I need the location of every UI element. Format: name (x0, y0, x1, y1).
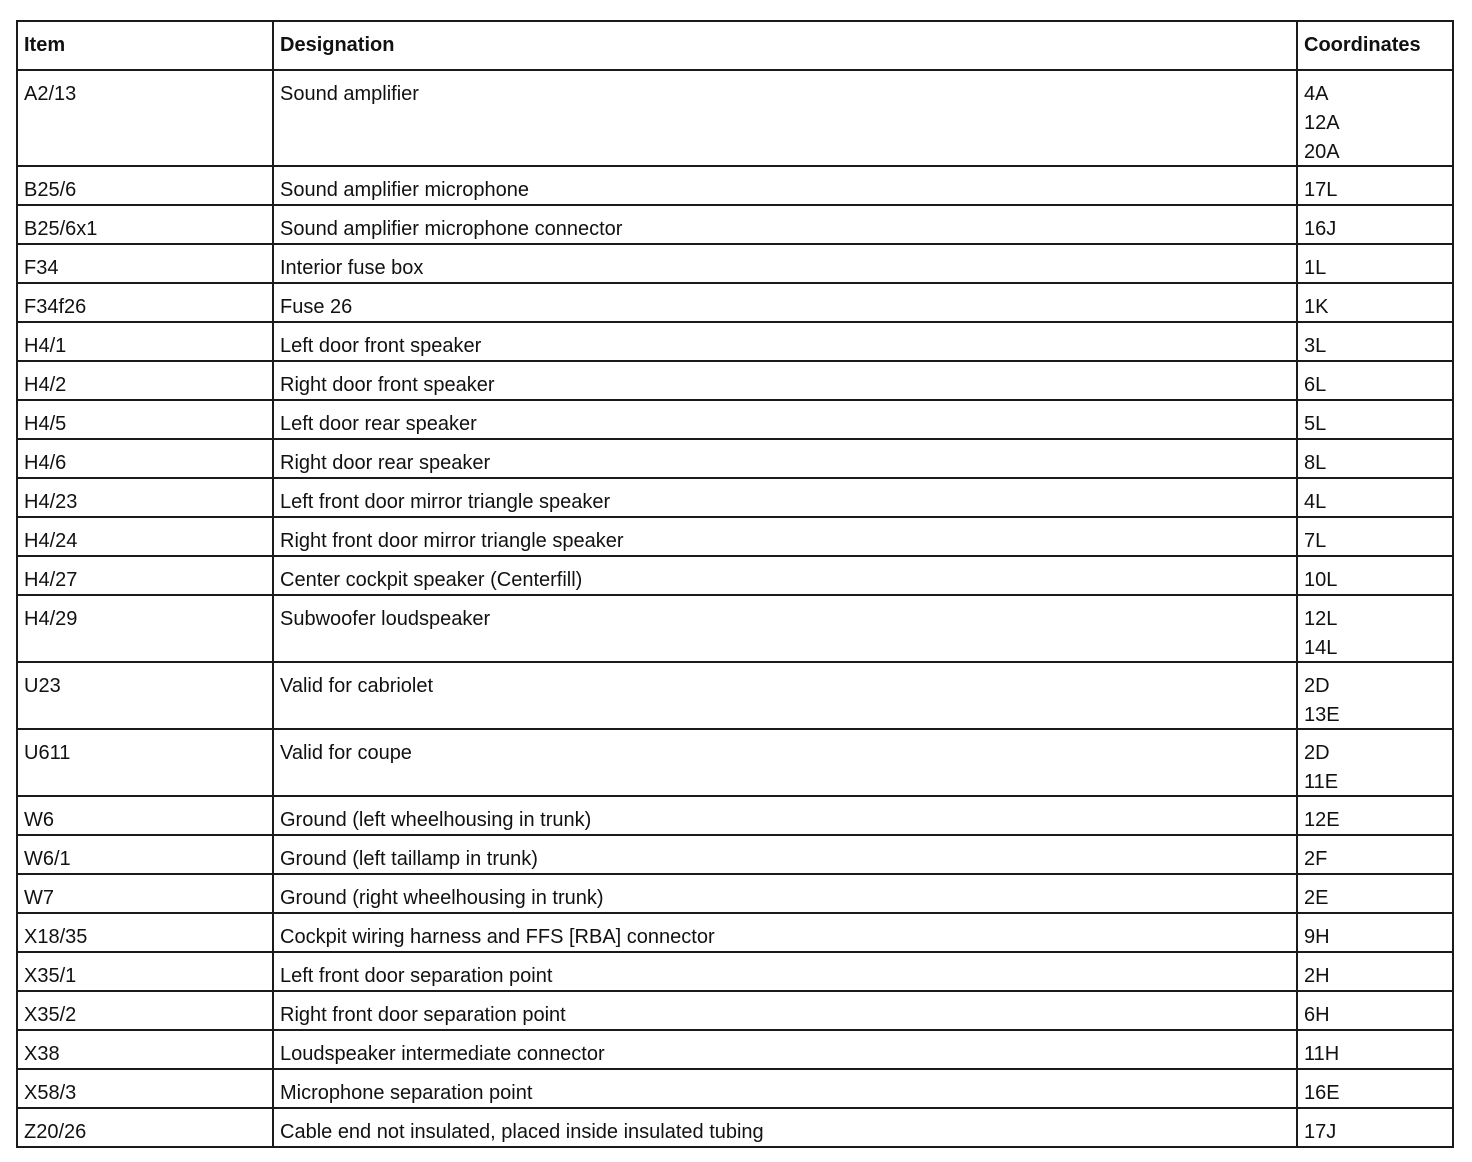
item-cell: Z20/26 (17, 1108, 273, 1147)
table-row (17, 913, 1453, 952)
coordinates-cell (1297, 400, 1453, 439)
table-row (17, 662, 1453, 729)
item-cell: B25/6 (17, 166, 273, 205)
header-row (17, 21, 1453, 70)
coordinates-cell (1297, 913, 1453, 952)
item-cell: W6/1 (17, 835, 273, 874)
table-row (17, 874, 1453, 913)
item-cell: H4/1 (17, 322, 273, 361)
item-cell: X58/3 (17, 1069, 273, 1108)
item-cell: W7 (17, 874, 273, 913)
table-row (17, 796, 1453, 835)
designation-cell: Left front door mirror triangle speaker (273, 478, 1297, 517)
coordinate-value: 17J (1304, 1121, 1337, 1143)
coordinates-cell (1297, 991, 1453, 1030)
designation-cell: Microphone separation point (273, 1069, 1297, 1108)
table-row (17, 952, 1453, 991)
coordinate-value: 12A (1304, 112, 1340, 134)
table-row (17, 991, 1453, 1030)
table-row (17, 729, 1453, 796)
coordinate-value: 20A (1304, 141, 1340, 163)
coordinates-cell (1297, 166, 1453, 205)
coordinates-cell (1297, 662, 1453, 729)
item-cell: H4/6 (17, 439, 273, 478)
table-row (17, 517, 1453, 556)
coordinates-cell (1297, 205, 1453, 244)
coordinates-cell (1297, 244, 1453, 283)
designation-cell: Interior fuse box (273, 244, 1297, 283)
coordinate-value: 9H (1304, 926, 1330, 948)
table-row (17, 283, 1453, 322)
designation-cell: Left door front speaker (273, 322, 1297, 361)
coordinate-value: 7L (1304, 530, 1327, 552)
table-row (17, 595, 1453, 662)
coordinates-cell (1297, 478, 1453, 517)
coordinates-cell (1297, 322, 1453, 361)
item-cell: H4/24 (17, 517, 273, 556)
coordinates-cell (1297, 1108, 1453, 1147)
item-cell: F34 (17, 244, 273, 283)
table-row (17, 244, 1453, 283)
item-cell: H4/29 (17, 595, 273, 662)
designation-cell: Ground (left wheelhousing in trunk) (273, 796, 1297, 835)
coordinate-value: 1L (1304, 257, 1327, 279)
coordinates-cell (1297, 1030, 1453, 1069)
designation-cell: Sound amplifier (273, 70, 1297, 166)
item-cell: U23 (17, 662, 273, 729)
table-row (17, 835, 1453, 874)
coordinate-value: 3L (1304, 335, 1327, 357)
item-cell: W6 (17, 796, 273, 835)
designation-cell: Sound amplifier microphone (273, 166, 1297, 205)
coordinate-value: 4L (1304, 491, 1327, 513)
coordinates-cell (1297, 595, 1453, 662)
designation-cell: Ground (right wheelhousing in trunk) (273, 874, 1297, 913)
coordinate-value: 10L (1304, 569, 1338, 591)
coordinate-value: 14L (1304, 637, 1338, 659)
coordinate-value: 11E (1304, 771, 1339, 793)
coordinate-value: 2F (1304, 848, 1328, 870)
coordinate-value: 12E (1304, 809, 1340, 831)
item-cell: F34f26 (17, 283, 273, 322)
designation-cell: Center cockpit speaker (Centerfill) (273, 556, 1297, 595)
designation-cell: Right front door separation point (273, 991, 1297, 1030)
coordinates-cell (1297, 874, 1453, 913)
header-item: Item (17, 21, 273, 70)
item-cell: H4/2 (17, 361, 273, 400)
coordinate-value: 11H (1304, 1043, 1340, 1065)
coordinate-value: 5L (1304, 413, 1327, 435)
table-row (17, 556, 1453, 595)
item-cell: B25/6x1 (17, 205, 273, 244)
designation-cell: Right door front speaker (273, 361, 1297, 400)
coordinate-value: 12L (1304, 608, 1338, 630)
coordinate-value: 16J (1304, 218, 1337, 240)
coordinate-value: 2E (1304, 887, 1329, 909)
item-cell: H4/5 (17, 400, 273, 439)
coordinates-cell (1297, 952, 1453, 991)
item-cell: H4/27 (17, 556, 273, 595)
designation-cell: Left door rear speaker (273, 400, 1297, 439)
designation-cell: Sound amplifier microphone connector (273, 205, 1297, 244)
table-row (17, 1108, 1453, 1147)
table-row (17, 1069, 1453, 1108)
coordinates-cell (1297, 796, 1453, 835)
coordinate-value: 4A (1304, 83, 1329, 105)
coordinate-value: 1K (1304, 296, 1329, 318)
designation-cell: Ground (left taillamp in trunk) (273, 835, 1297, 874)
item-cell: X35/2 (17, 991, 273, 1030)
table-row (17, 439, 1453, 478)
coordinate-value: 2D (1304, 742, 1330, 764)
coordinates-cell (1297, 517, 1453, 556)
designation-cell: Valid for coupe (273, 729, 1297, 796)
coordinates-cell (1297, 556, 1453, 595)
designation-cell: Cable end not insulated, placed inside insulated tubing (273, 1108, 1297, 1147)
coordinates-cell (1297, 361, 1453, 400)
table-row (17, 361, 1453, 400)
coordinates-cell (1297, 1069, 1453, 1108)
coordinate-value: 6H (1304, 1004, 1330, 1026)
coordinate-value: 16E (1304, 1082, 1340, 1104)
coordinate-value: 2D (1304, 675, 1330, 697)
coordinate-value: 17L (1304, 179, 1338, 201)
coordinates-cell (1297, 283, 1453, 322)
table-row (17, 166, 1453, 205)
coordinate-value: 6L (1304, 374, 1327, 396)
designation-cell: Left front door separation point (273, 952, 1297, 991)
header-coordinates: Coordinates (1297, 21, 1453, 70)
coordinates-cell (1297, 835, 1453, 874)
designation-cell: Cockpit wiring harness and FFS [RBA] connector (273, 913, 1297, 952)
table-row (17, 400, 1453, 439)
item-cell: U611 (17, 729, 273, 796)
coordinates-cell (1297, 439, 1453, 478)
item-cell: X18/35 (17, 913, 273, 952)
designation-cell: Subwoofer loudspeaker (273, 595, 1297, 662)
table-body (17, 70, 1453, 1147)
coordinate-value: 13E (1304, 704, 1340, 726)
table-row (17, 205, 1453, 244)
designation-cell: Right door rear speaker (273, 439, 1297, 478)
designation-cell: Fuse 26 (273, 283, 1297, 322)
coordinate-value: 2H (1304, 965, 1330, 987)
header-designation: Designation (273, 21, 1297, 70)
item-cell: H4/23 (17, 478, 273, 517)
item-cell: X35/1 (17, 952, 273, 991)
coordinates-cell (1297, 70, 1453, 166)
coordinates-cell (1297, 729, 1453, 796)
item-cell: A2/13 (17, 70, 273, 166)
item-cell: X38 (17, 1030, 273, 1069)
designation-cell: Loudspeaker intermediate connector (273, 1030, 1297, 1069)
designation-cell: Valid for cabriolet (273, 662, 1297, 729)
table-row (17, 478, 1453, 517)
table-row (17, 70, 1453, 166)
designation-cell: Right front door mirror triangle speaker (273, 517, 1297, 556)
coordinate-value: 8L (1304, 452, 1327, 474)
table-row (17, 322, 1453, 361)
component-table (16, 20, 1454, 1148)
table-row (17, 1030, 1453, 1069)
